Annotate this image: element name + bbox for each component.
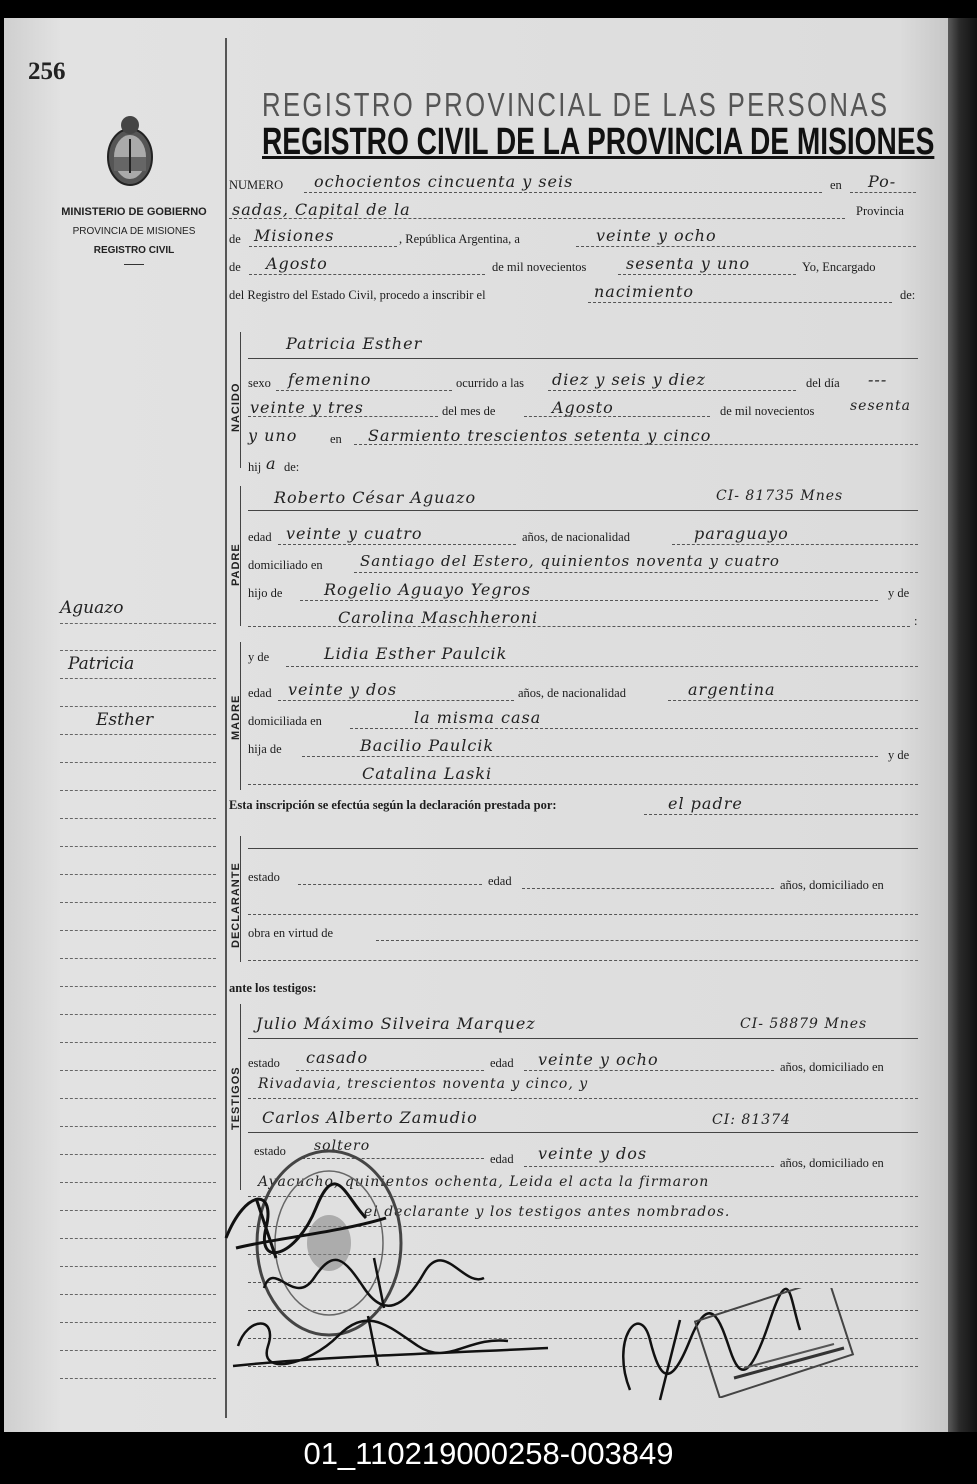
label-edad-padre: edad [248,530,272,544]
hw-lugar: sadas, Capital de la [232,200,411,219]
section-madre: MADRE [230,694,242,740]
underline [524,1166,774,1167]
underline [644,814,918,815]
underline [850,192,916,193]
page-number: 256 [28,58,66,85]
label-de-mes: de [229,260,241,274]
header-registro-civil: REGISTRO CIVIL DE LA PROVINCIA DE MISIONES [262,121,935,163]
label-declaracion: Esta inscripción se efectúa según la declaración prestada por: [229,798,557,812]
label-y-de-3: y de [888,748,910,762]
section-testigos: TESTIGOS [230,1066,242,1130]
hw-madre-edad: veinte y dos [288,680,398,699]
underline [298,884,482,885]
label-nacionalidad-padre: años, de nacionalidad [522,530,630,544]
hw-testigo1-nombre: Julio Máximo Silveira Marquez [256,1014,536,1033]
rule [248,510,918,511]
underline [576,246,916,247]
label-edad-madre: edad [248,686,272,700]
label-estado-testigo1: estado [248,1056,280,1070]
hw-lugar-nacimiento: Sarmiento trescientos setenta y cinco [368,426,712,445]
label-de-colon: de: [900,288,916,302]
hw-numero: ochocientos cincuenta y seis [314,172,574,191]
underline [618,274,796,275]
underline [248,960,918,961]
hw-madre-nombre: Lidia Esther Paulcik [324,644,508,663]
label-estado-declarante: estado [248,870,280,884]
label-mil-nacimiento: de mil novecientos [720,404,815,418]
underline [376,940,918,941]
hw-testigo2-nombre: Carlos Alberto Zamudio [262,1108,478,1127]
underline [350,728,918,729]
label-ocurrido: ocurrido a las [456,376,525,390]
label-de: de [229,232,241,246]
hw-hij-suffix: a [266,454,277,473]
underline [300,600,878,601]
header-registro-provincial: REGISTRO PROVINCIAL DE LAS PERSONAS [262,86,890,123]
label-hij: hij [248,460,262,474]
label-republica: , República Argentina, a [399,232,520,246]
hw-anio-nacimiento: sesenta [850,398,911,414]
underline [249,246,397,247]
underline [524,1070,774,1071]
hw-mes-nacimiento: Agosto [552,398,614,417]
hw-nombre: Patricia Esther [286,334,423,353]
underline [354,572,918,573]
ministry-dash [124,264,144,265]
footer-code: 01_110219000258-003849 [0,1432,977,1484]
rule [248,1132,918,1133]
label-domicilio-declarante: años, domiciliado en [780,878,884,892]
hw-testigo1-estado: casado [306,1048,369,1067]
coat-of-arms-icon [102,113,158,191]
hw-dia: veinte y ocho [596,226,717,245]
label-domicilio-testigo1: años, domiciliado en [780,1060,884,1074]
hw-padre-nacionalidad: paraguayo [694,524,789,543]
label-obra: obra en virtud de [248,926,334,940]
ministry-block [44,206,224,265]
hw-padre-ci: CI- 81735 Mnes [716,488,844,504]
province-name: PROVINCIA DE MISIONES [72,226,196,237]
section-declarante: DECLARANTE [230,862,242,948]
hw-en: Po- [868,172,897,191]
label-domicilio-testigo2: años, domiciliado en [780,1156,884,1170]
underline [249,274,485,275]
underline [588,302,892,303]
label-del-mes: del mes de [442,404,496,418]
underline [286,666,918,667]
label-domicilio-padre: domiciliado en [248,558,323,572]
hw-madre-domicilio: la misma casa [414,708,542,727]
hw-testigo2-edad: veinte y dos [538,1144,648,1163]
label-colon: : [914,614,918,628]
margin-note-second-name: Esther [96,710,154,730]
underline [278,700,514,701]
hw-testigo2-ci: CI: 81374 [712,1112,791,1128]
hw-abuela-paterna: Carolina Maschheroni [338,608,539,627]
ministry-name: MINISTERIO DE GOBIERNO [61,206,207,218]
label-en: en [830,178,842,192]
hw-provincia: Misiones [254,226,335,245]
label-estado-testigo2: estado [254,1144,286,1158]
hw-hora-cont: --- [868,370,888,389]
hw-hora: diez y seis y diez [552,370,706,389]
label-numero: NUMERO [229,178,284,192]
hw-anio-nacimiento-2: y uno [248,426,298,445]
hw-acto: nacimiento [594,282,695,301]
label-en-lugar: en [330,432,342,446]
rule [248,1038,918,1039]
underline [672,544,918,545]
label-hija-de: hija de [248,742,282,756]
rule [248,358,918,359]
hw-dia-nacimiento: veinte y tres [250,398,364,417]
registry-name: REGISTRO CIVIL [93,245,175,256]
underline [276,390,452,391]
label-y-de: y de [888,586,910,600]
label-del-registro: del Registro del Estado Civil, procedo a inscribir el [229,288,486,302]
rule [248,848,918,849]
hw-padre-domicilio: Santiago del Estero, quinientos noventa y cuatro [360,552,780,570]
document-page [4,18,956,1432]
hw-cierre: el declarante y los testigos antes nombrados. [364,1204,731,1220]
hw-abuelo-paterno: Rogelio Aguayo Yegros [324,580,532,599]
hw-testigo2-domicilio: Ayacucho, quinientos ochenta, Leida el acta la firmaron [258,1174,710,1190]
hw-testigo1-ci: CI- 58879 Mnes [740,1016,868,1032]
section-padre: PADRE [230,543,242,586]
hw-madre-nacionalidad: argentina [688,680,776,699]
underline [548,390,796,391]
underline [668,700,918,701]
label-domicilio-madre: domiciliada en [248,714,322,728]
margin-note-surname: Aguazo [60,598,124,618]
label-provincia: Provincia [856,204,904,218]
label-yo: Yo, Encargado [802,260,876,274]
label-edad-testigo1: edad [490,1056,514,1070]
underline [248,1098,918,1099]
label-del-dia: del día [806,376,840,390]
hw-abuela-materna: Catalina Laski [362,764,493,783]
underline [296,1070,484,1071]
hw-padre-nombre: Roberto César Aguazo [274,488,477,507]
hw-sexo: femenino [288,370,372,389]
hw-mes: Agosto [266,254,328,273]
underline [302,756,878,757]
rectangular-stamp [694,1288,864,1398]
label-edad-testigo2: edad [490,1152,514,1166]
underline [248,914,918,915]
underline [278,544,516,545]
label-mil: de mil novecientos [492,260,587,274]
label-y-de-madre: y de [248,650,270,664]
page-edge-shadow [948,18,977,1432]
underline [248,784,918,785]
label-ante-testigos: ante los testigos: [229,981,317,995]
label-sexo: sexo [248,376,271,390]
label-nacionalidad-madre: años, de nacionalidad [518,686,626,700]
hw-declarante: el padre [668,794,743,813]
underline [522,888,774,889]
section-nacido: NACIDO [230,382,242,432]
label-hijo-de: hijo de [248,586,283,600]
hw-testigo2-estado: soltero [314,1138,371,1154]
hw-testigo1-domicilio: Rivadavia, trescientos noventa y cinco, y [258,1076,589,1092]
signature-testigo2 [228,1306,568,1376]
hw-padre-edad: veinte y cuatro [286,524,423,543]
label-edad-declarante: edad [488,874,512,888]
hw-testigo1-edad: veinte y ocho [538,1050,659,1069]
hw-abuelo-materno: Bacilio Paulcik [360,736,495,755]
hw-anio: sesenta y uno [626,254,751,273]
label-de-padres: de: [284,460,300,474]
margin-note-first-name: Patricia [68,654,135,674]
underline [304,192,822,193]
